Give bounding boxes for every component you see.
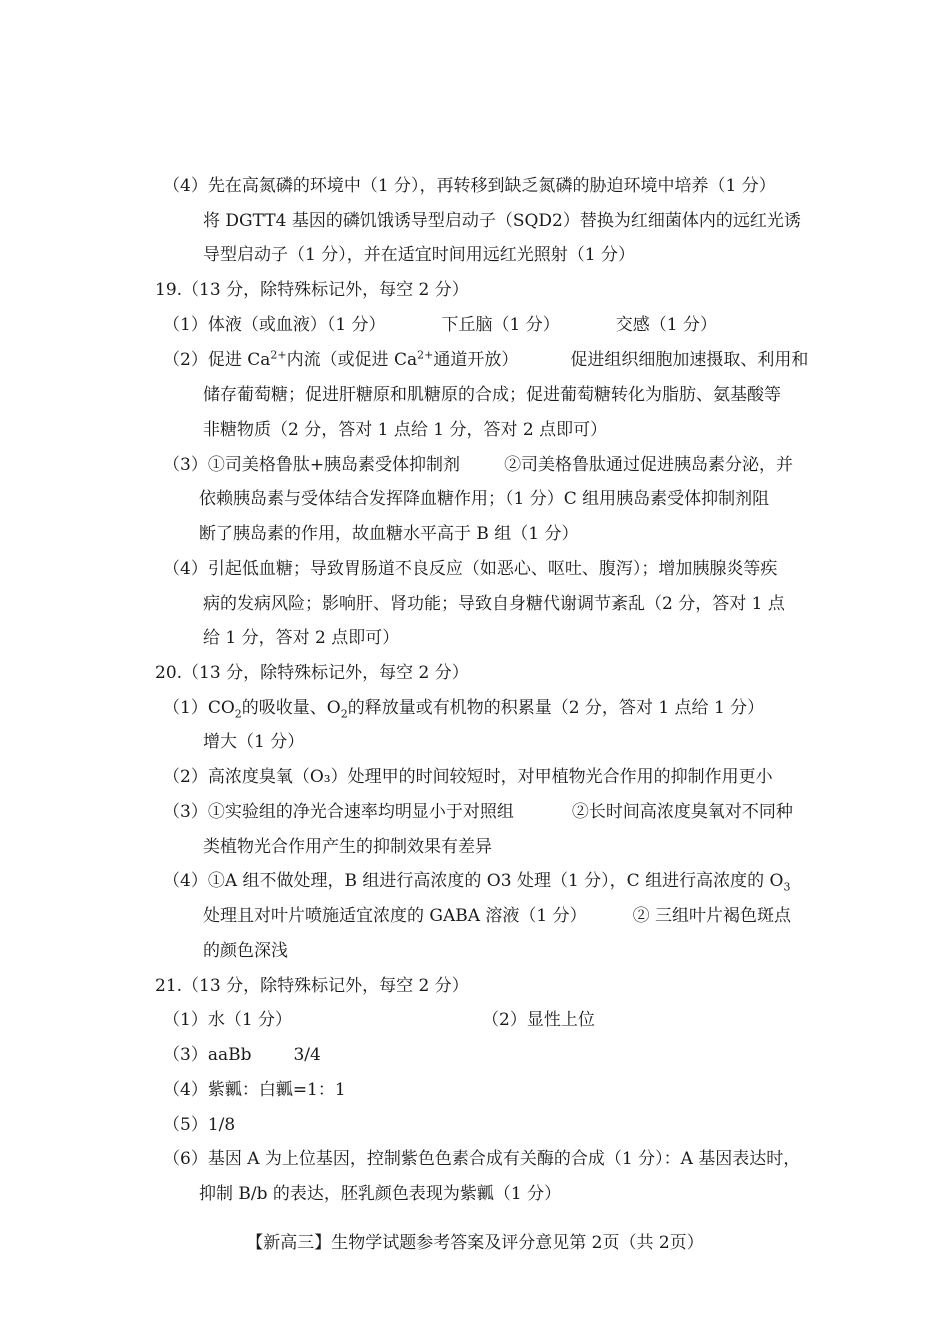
q20-1-text-c: 的释放量或有机物的积累量（2 分，答对 1 点给 1 分）: [347, 698, 765, 718]
q20-heading: 20.（13 分，除特殊标记外，每空 2 分）: [155, 663, 469, 683]
q20-3-answer-b: ②长时间高浓度臭氧对不同种: [571, 802, 793, 822]
q19-2-text-c: 通道开放）: [433, 350, 519, 370]
subscript: 2: [234, 707, 242, 721]
q20-4-answer-a: 处理且对叶片喷施适宜浓度的 GABA 溶液（1 分）: [203, 906, 587, 926]
q19-4-line2: 病的发病风险；影响肝、肾功能；导致自身糖代谢调节紊乱（2 分，答对 1 点: [203, 594, 785, 614]
q21-3-line: [163, 1044, 321, 1066]
q20-1-line1: [163, 697, 764, 719]
superscript: 2+: [417, 348, 434, 362]
q19-heading: 19.（13 分，除特殊标记外，每空 2 分）: [155, 280, 469, 300]
q19-2-text-a: （2）促进 Ca: [163, 350, 271, 370]
q19-1-answer-b: 下丘脑（1 分）: [441, 315, 560, 335]
q19-4-line1: （4）引起低血糖；导致胃肠道不良反应（如恶心、呕吐、腹泻）；增加胰腺炎等疾: [163, 559, 778, 579]
q19-2-line3: 非糖物质（2 分，答对 1 点给 1 分，答对 2 点即可）: [203, 420, 608, 440]
q19-3-line3: 断了胰岛素的作用，故血糖水平高于 B 组（1 分）: [199, 524, 579, 544]
q20-2-line: （2）高浓度臭氧（O₃）处理甲的时间较短时，对甲植物光合作用的抑制作用更小: [163, 767, 773, 787]
q19-2-text-b: 内流（或促进 Ca: [286, 350, 418, 370]
q19-3-line2: 依赖胰岛素与受体结合发挥降血糖作用；（1 分）C 组用胰岛素受体抑制剂阻: [199, 489, 770, 509]
q21-1-line: [163, 1009, 595, 1031]
q19-1-answer-c: 交感（1 分）: [615, 315, 718, 335]
q19-3-answer-a: （3）①司美格鲁肽+胰岛素受体抑制剂: [163, 455, 461, 475]
q20-1-text-b: 的吸收量、O: [241, 698, 341, 718]
q18-4-line1: （4）先在高氮磷的环境中（1 分），再转移到缺乏氮磷的胁迫环境中培养（1 分）: [163, 176, 776, 196]
q19-4-line3: 给 1 分，答对 2 点即可）: [203, 628, 400, 648]
q20-4-line1: [163, 870, 790, 892]
q19-2-text-d: 促进组织细胞加速摄取、利用和: [570, 350, 809, 370]
q21-2-answer: （2）显性上位: [482, 1010, 595, 1030]
q21-5-line: （5）1/8: [163, 1115, 236, 1135]
q20-3-line1: [163, 801, 793, 823]
superscript: 2+: [270, 348, 287, 362]
q20-4-line2: [203, 905, 791, 927]
q18-4-line2: 将 DGTT4 基因的磷饥饿诱导型启动子（SQD2）替换为红细菌体内的远红光诱: [203, 211, 801, 231]
q20-3-line2: 类植物光合作用产生的抑制效果有差异: [203, 837, 492, 857]
q19-1-answer-a: （1）体液（或血液）（1 分）: [163, 315, 386, 335]
q18-4-line3: 导型启动子（1 分），并在适宜时间用远红光照射（1 分）: [203, 245, 635, 265]
subscript: 2: [340, 707, 348, 721]
q20-4-line3: 的颜色深浅: [203, 941, 288, 961]
q21-3-answer-b: 3/4: [293, 1045, 321, 1065]
q20-1-text-a: （1）CO: [163, 698, 235, 718]
q19-2-line2: 储存葡萄糖；促进肝糖原和肌糖原的合成；促进葡萄糖转化为脂肪、氨基酸等: [203, 385, 781, 405]
q21-6-line2: 抑制 B/b 的表达，胚乳颜色表现为紫瓤（1 分）: [199, 1184, 562, 1204]
q20-4-answer-b: ② 三组叶片褐色斑点: [632, 906, 792, 926]
q20-4-text-a: （4）①A 组不做处理，B 组进行高浓度的 O3 处理（1 分），C 组进行高浓度的 O: [163, 871, 784, 891]
q19-3-answer-b: ②司美格鲁肽通过促进胰岛素分泌，并: [504, 455, 794, 475]
q20-1-line2: 增大（1 分）: [203, 732, 305, 752]
q19-1-line: [163, 314, 717, 336]
q19-2-line1: [163, 349, 808, 371]
q21-4-line: （4）紫瓤：白瓤=1：1: [163, 1080, 346, 1100]
q21-3-answer-a: （3）aaBb: [163, 1045, 252, 1065]
q21-6-line1: （6）基因 A 为上位基因，控制紫色色素合成有关酶的合成（1 分）：A 基因表达时，: [163, 1149, 801, 1169]
q19-3-line1: [163, 454, 793, 476]
q21-heading: 21.（13 分，除特殊标记外，每空 2 分）: [155, 976, 469, 996]
q21-1-answer: （1）水（1 分）: [163, 1010, 293, 1030]
subscript: 3: [783, 880, 791, 894]
q20-3-answer-a: （3）①实验组的净光合速率均明显小于对照组: [163, 802, 514, 822]
page-footer: 【新高三】生物学试题参考答案及评分意见第 2页（共 2页）: [246, 1233, 704, 1253]
